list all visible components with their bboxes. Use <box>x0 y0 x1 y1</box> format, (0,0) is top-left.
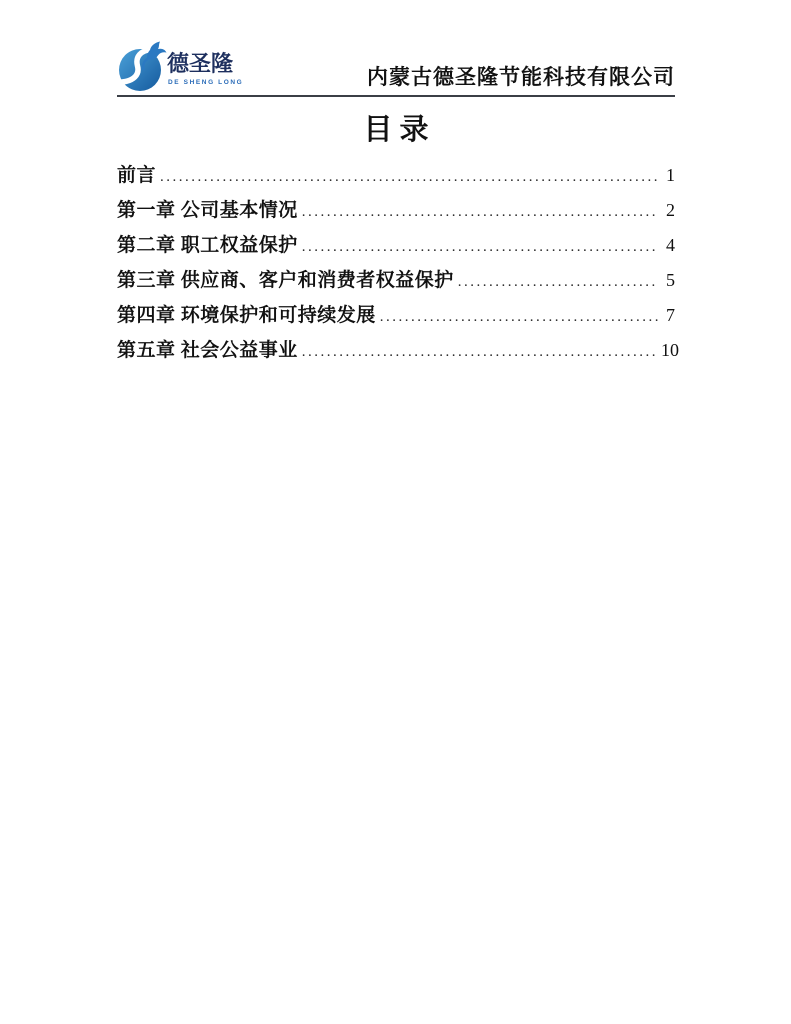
toc-entry-label: 第二章 职工权益保护 <box>117 234 298 256</box>
toc-dot-leader <box>302 204 658 221</box>
toc-page-number: 7 <box>666 304 675 325</box>
company-logo <box>117 40 245 92</box>
toc-entry-chapter-2[interactable] <box>117 230 675 265</box>
toc-page-number: 5 <box>666 269 675 290</box>
toc-entry-label: 前言 <box>117 164 157 186</box>
toc-page-number: 2 <box>666 199 675 220</box>
header-divider <box>117 95 675 97</box>
toc-dot-leader <box>160 169 658 186</box>
toc-dot-leader <box>302 344 658 361</box>
logo-name-cn: 德圣隆 <box>167 51 234 76</box>
toc-entry-label: 第一章 公司基本情况 <box>117 199 298 221</box>
company-name: 内蒙古德圣隆节能科技有限公司 <box>367 65 675 89</box>
table-of-contents <box>117 160 679 370</box>
toc-dot-leader <box>380 309 658 326</box>
logo-name-en: DE SHENG LONG <box>168 79 244 86</box>
toc-entry-preface[interactable] <box>117 160 675 195</box>
toc-entry-chapter-5[interactable] <box>117 335 679 370</box>
toc-entry-chapter-3[interactable] <box>117 265 675 300</box>
toc-entry-label: 第三章 供应商、客户和消费者权益保护 <box>117 269 454 291</box>
toc-entry-label: 第五章 社会公益事业 <box>117 339 298 361</box>
toc-entry-chapter-1[interactable] <box>117 195 675 230</box>
toc-dot-leader <box>458 274 658 291</box>
dragon-circle-icon <box>119 42 167 92</box>
toc-entry-chapter-4[interactable] <box>117 300 675 335</box>
toc-page-number: 1 <box>666 164 675 185</box>
page-title: 目录 <box>363 114 436 146</box>
toc-page-number: 10 <box>661 339 679 360</box>
toc-page-number: 4 <box>666 234 675 255</box>
toc-entry-label: 第四章 环境保护和可持续发展 <box>117 304 376 326</box>
toc-dot-leader <box>302 239 658 256</box>
page-header <box>117 40 675 92</box>
